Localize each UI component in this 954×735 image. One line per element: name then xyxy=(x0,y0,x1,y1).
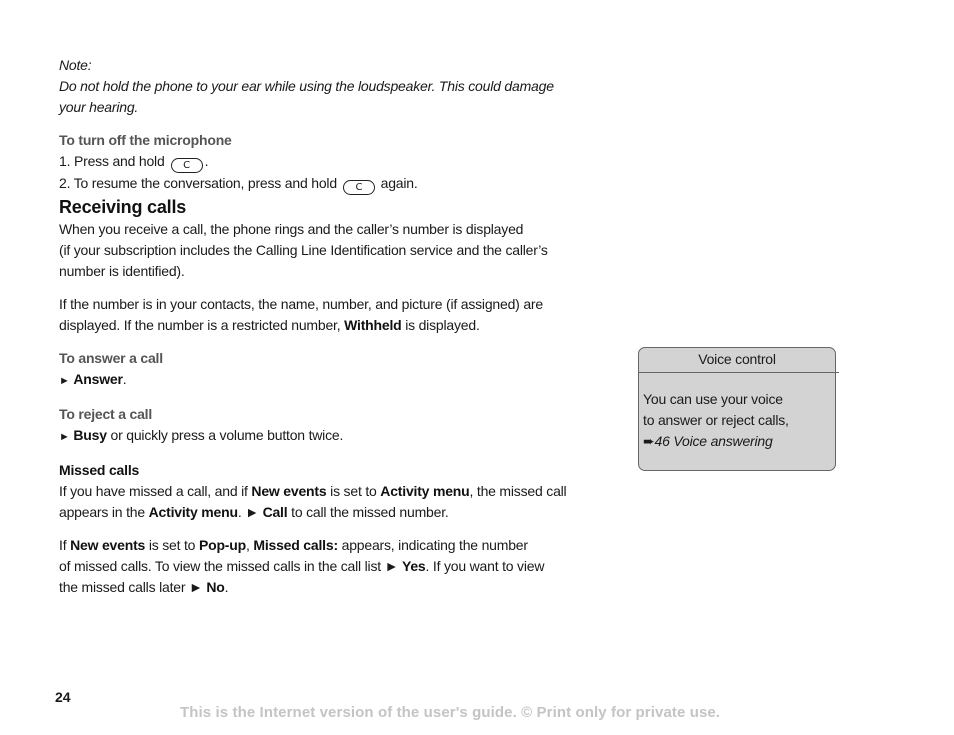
pointing-arrow-icon: ➨ xyxy=(643,433,655,449)
text: appears, indicating the number xyxy=(337,537,528,553)
arrow-icon: ► xyxy=(59,431,70,443)
sidebox-body xyxy=(639,373,835,452)
text: the missed calls later ► xyxy=(59,579,207,595)
text: . ► xyxy=(237,504,263,520)
text: is displayed. xyxy=(401,317,480,333)
text: or quickly press a volume button twice. xyxy=(106,427,344,443)
mic-step-2-end: again. xyxy=(380,175,418,191)
text: of missed calls. To view the missed calls in the call list ► xyxy=(59,558,402,574)
text: . xyxy=(224,579,229,595)
mic-step-1-end: . xyxy=(204,153,209,169)
receiving-p2-line-1: If the number is in your contacts, the name, number, and picture (if assigned) are xyxy=(59,296,543,312)
text: If xyxy=(59,537,71,553)
reject-heading: To reject a call xyxy=(59,406,153,422)
new-events-term: New events xyxy=(70,537,146,553)
receiving-p1-line-2: (if your subscription includes the Calling Line Identification service and the caller’s xyxy=(59,242,548,258)
missed-line-4 xyxy=(59,556,599,577)
missed-heading: Missed calls xyxy=(59,462,140,478)
text: displayed. If the number is a restricted number, xyxy=(59,317,345,333)
receiving-p1-line-1: When you receive a call, the phone rings and the caller’s number is displayed xyxy=(59,221,524,237)
missed-line-5 xyxy=(59,577,599,598)
text: is set to xyxy=(326,483,381,499)
busy-term: Busy xyxy=(73,427,107,443)
mic-step-1-text: 1. Press and hold xyxy=(59,153,165,169)
receiving-heading: Receiving calls xyxy=(59,197,187,217)
sidebox-xref xyxy=(643,431,831,452)
note-block xyxy=(59,55,599,118)
new-events-term: New events xyxy=(251,483,327,499)
reject-instruction xyxy=(59,425,599,448)
activity-menu-term: Activity menu xyxy=(380,483,470,499)
text: is set to xyxy=(145,537,199,553)
text: appears in the xyxy=(59,504,149,520)
footer-notice: This is the Internet version of the user's guide. © Print only for private use. xyxy=(180,704,721,721)
answer-heading: To answer a call xyxy=(59,350,163,366)
c-key-icon: C xyxy=(171,158,203,173)
missed-calls-term: Missed calls: xyxy=(253,537,338,553)
answer-term: Answer xyxy=(73,371,123,387)
no-term: No xyxy=(206,579,225,595)
call-term: Call xyxy=(262,504,288,520)
missed-line-1 xyxy=(59,481,599,502)
main-column xyxy=(59,55,599,598)
yes-term: Yes xyxy=(401,558,426,574)
text: , the missed call xyxy=(469,483,567,499)
note-label: Note: xyxy=(59,57,92,73)
mic-heading: To turn off the microphone xyxy=(59,132,232,148)
withheld-term: Withheld xyxy=(344,317,402,333)
sidebox-line-2: to answer or reject calls, xyxy=(643,412,789,428)
missed-line-2 xyxy=(59,502,599,523)
text: . xyxy=(122,371,127,387)
c-key-icon: C xyxy=(343,180,375,195)
arrow-icon: ► xyxy=(59,375,70,387)
xref-voice-answering: 46 Voice answering xyxy=(654,433,773,449)
text: to call the missed number. xyxy=(287,504,449,520)
receiving-p1-line-3: number is identified). xyxy=(59,263,185,279)
missed-line-3 xyxy=(59,535,599,556)
note-line-1: Do not hold the phone to your ear while using the loudspeaker. This could damage xyxy=(59,78,554,94)
page-number: 24 xyxy=(55,689,71,705)
sidebox-title: Voice control xyxy=(639,348,839,373)
pop-up-term: Pop-up xyxy=(198,537,246,553)
activity-menu-term: Activity menu xyxy=(148,504,238,520)
text: . If you want to view xyxy=(425,558,545,574)
mic-step-2 xyxy=(59,173,599,195)
voice-control-sidebox xyxy=(638,347,836,471)
note-line-2: your hearing. xyxy=(59,99,139,115)
receiving-p2-line-2 xyxy=(59,315,599,336)
answer-instruction xyxy=(59,369,599,392)
text: , xyxy=(245,537,254,553)
mic-step-2-text: 2. To resume the conversation, press and hold xyxy=(59,175,337,191)
sidebox-line-1: You can use your voice xyxy=(643,391,783,407)
text: If you have missed a call, and if xyxy=(59,483,252,499)
mic-step-1 xyxy=(59,151,599,173)
